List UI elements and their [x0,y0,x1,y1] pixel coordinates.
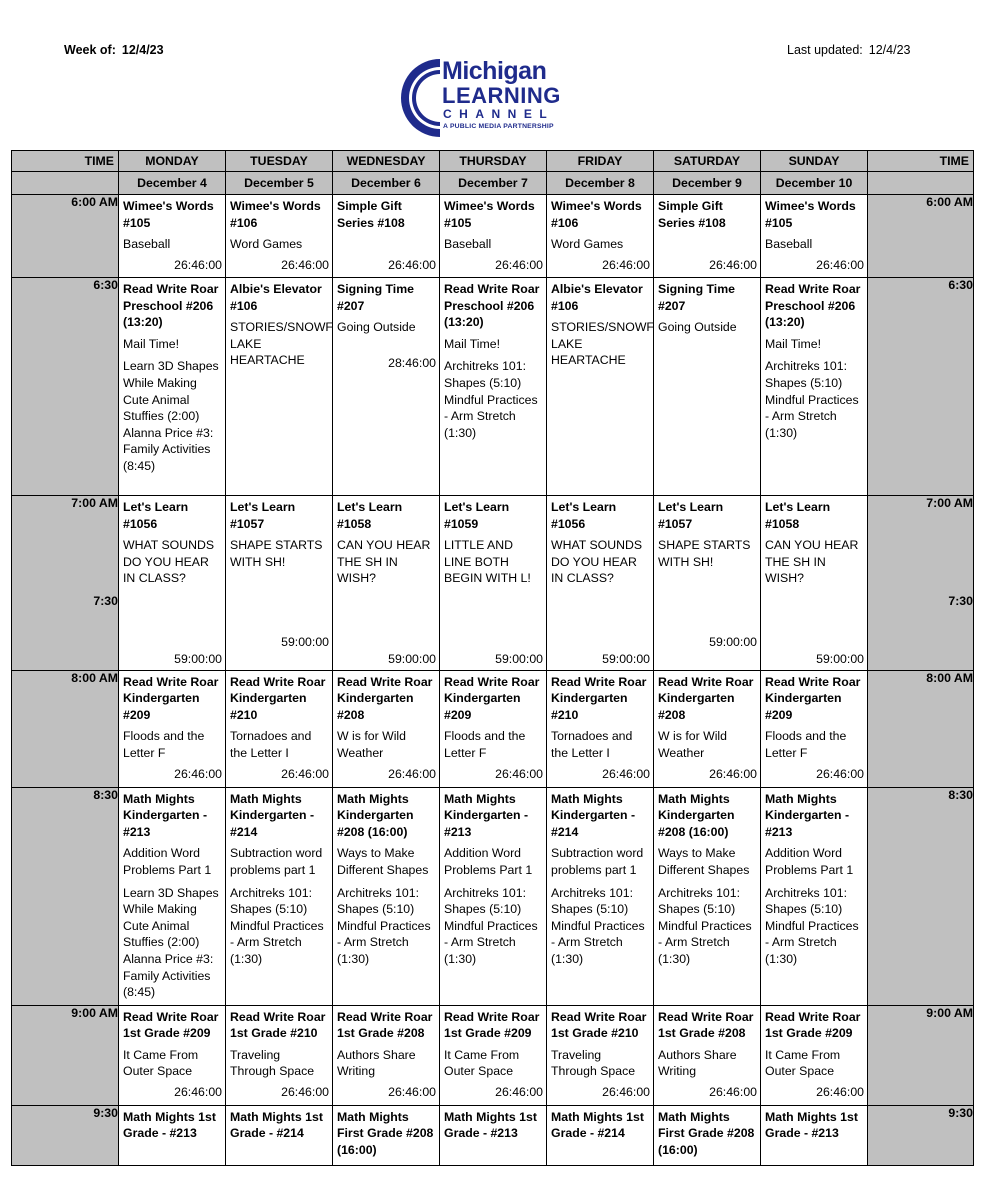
time-slot [12,1005,119,1105]
blank-header-right [868,172,974,195]
program-content [654,671,760,785]
duration: 59:00:00 [281,635,329,650]
program-title: Math Mights Kindergarten - #213 [123,791,208,839]
program-content [547,278,653,371]
program-content [440,788,546,970]
time-label-right: 9:30 [948,1105,973,1120]
duration: 59:00:00 [816,651,864,666]
interstitial-notes: Architreks 101: Shapes (5:10) Mindful Practices - Arm Stretch (1:30) [551,885,645,966]
program-cell [761,1105,868,1165]
program-content [761,496,867,670]
program-cell [654,1105,761,1165]
logo-crescent-icon [398,56,444,140]
program-content [333,1106,439,1161]
day-header: THURSDAY [440,151,547,172]
duration: 26:46:00 [495,257,543,272]
episode-title: It Came From Outer Space [123,1047,199,1079]
episode-title: WHAT SOUNDS DO YOU HEAR IN CLASS? [123,538,215,586]
episode-title: LITTLE AND LINE BOTH BEGIN WITH L! [444,538,531,586]
program-title: Math Mights Kindergarten #208 (16:00) [658,791,735,839]
interstitial-notes: Architreks 101: Shapes (5:10) Mindful Practices - Arm Stretch (1:30) [444,359,538,440]
program-cell [440,278,547,496]
episode-title: Addition Word Problems Part 1 [765,846,854,877]
episode-title: It Came From Outer Space [765,1047,841,1079]
program-title: Math Mights First Grade #208 (16:00) [337,1109,434,1157]
date-header: December 9 [654,172,761,195]
program-cell [761,787,868,1005]
program-title: Wimee's Words #105 [765,199,856,230]
time-slot-right [868,195,974,278]
program-content [547,496,653,670]
program-cell [547,195,654,278]
program-content [226,496,332,653]
time-header-right: TIME [868,151,974,172]
program-title: Simple Gift Series #108 [337,199,405,230]
program-cell [226,496,333,671]
day-header: MONDAY [119,151,226,172]
header-row-dates [12,172,974,195]
half-hour-label: 7:30 [93,594,118,608]
duration: 26:46:00 [388,257,436,272]
program-content [333,671,439,785]
program-cell [440,670,547,787]
duration: 26:46:00 [709,1084,757,1099]
episode-title: Mail Time! [765,336,822,351]
program-cell [547,496,654,671]
episode-title: Baseball [444,237,492,252]
time-label-right: 9:00 AM [926,1005,973,1020]
program-cell [333,1105,440,1165]
program-content [547,195,653,275]
duration: 26:46:00 [816,1084,864,1099]
program-cell [654,787,761,1005]
program-title: Albie's Elevator #106 [551,282,643,313]
program-cell [547,278,654,496]
program-cell [119,278,226,496]
program-content [654,278,760,338]
duration: 26:46:00 [174,1084,222,1099]
time-slot [12,670,119,787]
time-label: 6:00 AM [71,195,118,209]
program-content [440,496,546,670]
time-slot-right [868,496,974,671]
program-cell [119,496,226,671]
episode-title: Addition Word Problems Part 1 [123,846,212,877]
duration: 26:46:00 [709,766,757,781]
duration: 28:46:00 [388,355,436,370]
program-title: Wimee's Words #106 [551,199,642,230]
time-label: 8:00 AM [71,670,118,685]
program-cell [654,496,761,671]
program-title: Read Write Roar Kindergarten #208 [658,674,754,722]
schedule-row [12,278,974,496]
time-slot-right [868,1105,974,1165]
program-content [440,671,546,785]
date-header: December 7 [440,172,547,195]
program-cell [226,1005,333,1105]
episode-title: W is for Wild Weather [658,729,727,760]
episode-title: Mail Time! [123,336,180,351]
time-label: 7:00 AM [71,496,118,510]
program-cell [119,195,226,278]
schedule-row [12,1005,974,1105]
program-cell [440,1105,547,1165]
program-content [226,1006,332,1103]
program-content [654,1006,760,1103]
program-cell [440,1005,547,1105]
program-content [440,1106,546,1144]
date-header: December 6 [333,172,440,195]
program-title: Read Write Roar Kindergarten #209 [444,674,540,722]
episode-title: SHAPE STARTS WITH SH! [658,538,751,569]
program-content [333,195,439,275]
program-content [333,278,439,373]
logo-line-4: A PUBLIC MEDIA PARTNERSHIP [443,123,554,130]
week-date: 12/4/23 [121,43,164,57]
program-content [547,788,653,970]
episode-title: Mail Time! [444,336,501,351]
program-cell [440,496,547,671]
program-content [440,278,546,443]
time-label-right: 8:30 [948,787,973,802]
program-title: Read Write Roar Preschool #206 (13:20) [765,282,861,330]
program-title: Read Write Roar 1st Grade #209 [765,1009,861,1041]
week-of [64,43,164,57]
schedule-row [12,496,974,671]
program-title: Read Write Roar 1st Grade #208 [337,1009,433,1041]
program-cell [547,1105,654,1165]
duration: 26:46:00 [495,1084,543,1099]
episode-title: CAN YOU HEAR THE SH IN WISH? [337,538,431,586]
program-cell [333,670,440,787]
updated-label: Last updated: [787,43,863,57]
logo-line-2: LEARNING [442,83,561,108]
program-content [761,195,867,275]
last-updated [787,43,910,57]
episode-title: Floods and the Letter F [444,729,526,760]
episode-title: STORIES/SNOWF LAKE HEARTACHE [230,320,333,368]
program-content [547,671,653,785]
duration: 26:46:00 [388,766,436,781]
program-content [333,1006,439,1103]
program-cell [333,496,440,671]
program-title: Simple Gift Series #108 [658,199,726,230]
program-title: Math Mights 1st Grade - #214 [230,1109,323,1141]
program-cell [761,496,868,671]
episode-title: Word Games [551,237,624,252]
program-title: Read Write Roar Kindergarten #208 [337,674,433,722]
program-title: Math Mights Kindergarten #208 (16:00) [337,791,414,839]
episode-title: Addition Word Problems Part 1 [444,846,533,877]
program-title: Math Mights Kindergarten - #214 [230,791,315,839]
program-content [761,788,867,970]
duration: 26:46:00 [602,766,650,781]
program-content [761,1006,867,1103]
interstitial-notes: Architreks 101: Shapes (5:10) Mindful Practices - Arm Stretch (1:30) [337,885,431,966]
schedule-table [11,150,974,1166]
duration: 59:00:00 [174,651,222,666]
duration: 26:46:00 [816,766,864,781]
program-cell [761,195,868,278]
time-slot-right [868,670,974,787]
program-cell [226,195,333,278]
logo-line-1: Michigan [442,57,547,85]
time-slot-right [868,1005,974,1105]
episode-title [337,236,436,253]
duration: 26:46:00 [709,257,757,272]
episode-title: Going Outside [337,320,416,335]
program-cell [547,670,654,787]
program-title: Signing Time #207 [337,282,414,313]
interstitial-notes: Architreks 101: Shapes (5:10) Mindful Practices - Arm Stretch (1:30) [230,885,324,966]
program-title: Let's Learn #1057 [230,500,296,531]
episode-title: STORIES/SNOWF LAKE HEARTACHE [551,320,654,368]
episode-title [658,236,757,253]
duration: 59:00:00 [602,651,650,666]
time-header: TIME [12,151,119,172]
episode-title: W is for Wild Weather [337,729,406,760]
episode-title: Subtraction word problems part 1 [551,846,644,877]
program-title: Math Mights 1st Grade - #213 [444,1109,537,1141]
header-row-days [12,151,974,172]
program-title: Read Write Roar 1st Grade #208 [658,1009,754,1041]
episode-title: Tornadoes and the Letter I [230,729,312,760]
duration: 26:46:00 [495,766,543,781]
schedule-row [12,787,974,1005]
program-cell [654,278,761,496]
program-cell [761,1005,868,1105]
program-cell [119,787,226,1005]
duration: 26:46:00 [388,1084,436,1099]
program-title: Read Write Roar Preschool #206 (13:20) [123,282,219,330]
duration: 26:46:00 [281,257,329,272]
time-label-right: 8:00 AM [926,670,973,685]
episode-title: Tornadoes and the Letter I [551,729,633,760]
time-slot [12,278,119,496]
program-title: Let's Learn #1059 [444,500,510,531]
time-label: 8:30 [93,787,118,802]
program-title: Math Mights 1st Grade - #214 [551,1109,644,1141]
michigan-learning-channel-logo [398,56,578,140]
program-title: Let's Learn #1056 [123,500,189,531]
episode-title: CAN YOU HEAR THE SH IN WISH? [765,538,859,586]
program-title: Let's Learn #1058 [765,500,831,531]
program-content [333,496,439,670]
program-content [440,195,546,275]
interstitial-notes: Learn 3D Shapes While Making Cute Animal Stuffies (2:00) Alanna Price #3: Family Activities (8:45) [123,885,219,1000]
program-content [761,278,867,443]
program-cell [119,1005,226,1105]
program-content [226,1106,332,1144]
episode-title: Baseball [123,237,171,252]
episode-title: Going Outside [658,320,737,335]
program-content [226,788,332,970]
program-content [547,1106,653,1144]
program-content [119,671,225,785]
episode-title: Authors Share Writing [658,1047,737,1079]
program-content [119,496,225,670]
episode-title: Word Games [230,237,303,252]
episode-title: WHAT SOUNDS DO YOU HEAR IN CLASS? [551,538,643,586]
program-cell [333,278,440,496]
program-title: Read Write Roar Preschool #206 (13:20) [444,282,540,330]
interstitial-notes: Learn 3D Shapes While Making Cute Animal Stuffies (2:00) Alanna Price #3: Family Activities (8:45) [123,359,219,473]
program-content [547,1006,653,1103]
time-label-right: 6:00 AM [926,195,973,209]
program-title: Let's Learn #1056 [551,500,617,531]
program-title: Read Write Roar Kindergarten #210 [230,674,326,722]
time-slot [12,496,119,671]
program-content [654,1106,760,1161]
interstitial-notes: Architreks 101: Shapes (5:10) Mindful Practices - Arm Stretch (1:30) [658,885,752,966]
program-title: Let's Learn #1057 [658,500,724,531]
program-title: Math Mights 1st Grade - #213 [123,1109,216,1141]
duration: 59:00:00 [709,635,757,650]
date-header: December 4 [119,172,226,195]
program-content [119,195,225,275]
day-header: FRIDAY [547,151,654,172]
episode-title: SHAPE STARTS WITH SH! [230,538,323,569]
program-content [119,788,225,1003]
episode-title: Ways to Make Different Shapes [658,846,750,877]
duration: 26:46:00 [602,257,650,272]
day-header: WEDNESDAY [333,151,440,172]
episode-title: Baseball [765,237,813,252]
program-cell [226,278,333,496]
time-slot [12,787,119,1005]
program-cell [333,195,440,278]
duration: 26:46:00 [174,257,222,272]
schedule-row [12,670,974,787]
program-title: Albie's Elevator #106 [230,282,322,313]
time-label-right: 6:30 [948,278,973,292]
duration: 26:46:00 [281,766,329,781]
program-cell [333,787,440,1005]
program-cell [226,1105,333,1165]
program-content [226,278,332,371]
time-label-right: 7:00 AM [926,496,973,510]
duration: 26:46:00 [602,1084,650,1099]
duration: 26:46:00 [281,1084,329,1099]
episode-title: Traveling Through Space [230,1047,315,1079]
blank-header [12,172,119,195]
interstitial-notes: Architreks 101: Shapes (5:10) Mindful Practices - Arm Stretch (1:30) [765,359,859,440]
program-title: Math Mights Kindergarten - #214 [551,791,636,839]
time-label: 6:30 [93,278,118,292]
program-content [761,671,867,785]
program-cell [654,670,761,787]
program-title: Math Mights 1st Grade - #213 [765,1109,858,1141]
episode-title: Subtraction word problems part 1 [230,846,323,877]
program-cell [654,195,761,278]
logo-line-3: CHANNEL [443,107,555,121]
updated-date: 12/4/23 [868,43,911,57]
program-cell [440,787,547,1005]
program-cell [119,670,226,787]
time-slot [12,1105,119,1165]
time-label: 9:00 AM [71,1005,118,1020]
schedule-row [12,195,974,278]
duration: 59:00:00 [495,651,543,666]
episode-title: Authors Share Writing [337,1047,416,1079]
date-header: December 8 [547,172,654,195]
program-title: Wimee's Words #105 [444,199,535,230]
program-cell [761,670,868,787]
duration: 26:46:00 [174,766,222,781]
episode-title: It Came From Outer Space [444,1047,520,1079]
program-title: Read Write Roar Kindergarten #209 [123,674,219,722]
program-title: Read Write Roar Kindergarten #210 [551,674,647,722]
episode-title: Floods and the Letter F [765,729,847,760]
day-header: SATURDAY [654,151,761,172]
time-slot-right [868,787,974,1005]
program-cell [333,1005,440,1105]
time-label: 9:30 [93,1105,118,1120]
program-content [440,1006,546,1103]
interstitial-notes: Architreks 101: Shapes (5:10) Mindful Practices - Arm Stretch (1:30) [765,885,859,966]
program-title: Wimee's Words #105 [123,199,214,230]
program-cell [547,1005,654,1105]
program-content [226,671,332,785]
time-slot [12,195,119,278]
program-title: Math Mights First Grade #208 (16:00) [658,1109,755,1157]
program-cell [440,195,547,278]
date-header: December 5 [226,172,333,195]
program-title: Read Write Roar 1st Grade #209 [444,1009,540,1041]
program-cell [226,670,333,787]
episode-title: Floods and the Letter F [123,729,205,760]
program-title: Read Write Roar 1st Grade #210 [230,1009,326,1041]
program-cell [654,1005,761,1105]
program-title: Read Write Roar Kindergarten #209 [765,674,861,722]
program-title: Read Write Roar 1st Grade #210 [551,1009,647,1041]
program-content [119,278,225,477]
program-title: Math Mights Kindergarten - #213 [765,791,850,839]
program-cell [226,787,333,1005]
week-label: Week of: [64,43,116,57]
program-content [119,1106,225,1144]
program-title: Signing Time #207 [658,282,735,313]
day-header: TUESDAY [226,151,333,172]
program-title: Math Mights Kindergarten - #213 [444,791,529,839]
duration: 26:46:00 [816,257,864,272]
program-title: Wimee's Words #106 [230,199,321,230]
program-content [654,788,760,970]
program-content [654,195,760,275]
program-title: Read Write Roar 1st Grade #209 [123,1009,219,1041]
program-content [654,496,760,653]
duration: 59:00:00 [388,651,436,666]
program-content [761,1106,867,1144]
date-header: December 10 [761,172,868,195]
episode-title: Ways to Make Different Shapes [337,846,429,877]
program-cell [547,787,654,1005]
schedule-row [12,1105,974,1165]
half-hour-label-right: 7:30 [948,594,973,608]
program-cell [761,278,868,496]
program-content [226,195,332,275]
program-cell [119,1105,226,1165]
episode-title: Traveling Through Space [551,1047,636,1079]
time-slot-right [868,278,974,496]
day-header: SUNDAY [761,151,868,172]
program-content [119,1006,225,1103]
program-title: Let's Learn #1058 [337,500,403,531]
interstitial-notes: Architreks 101: Shapes (5:10) Mindful Practices - Arm Stretch (1:30) [444,885,538,966]
program-content [333,788,439,970]
